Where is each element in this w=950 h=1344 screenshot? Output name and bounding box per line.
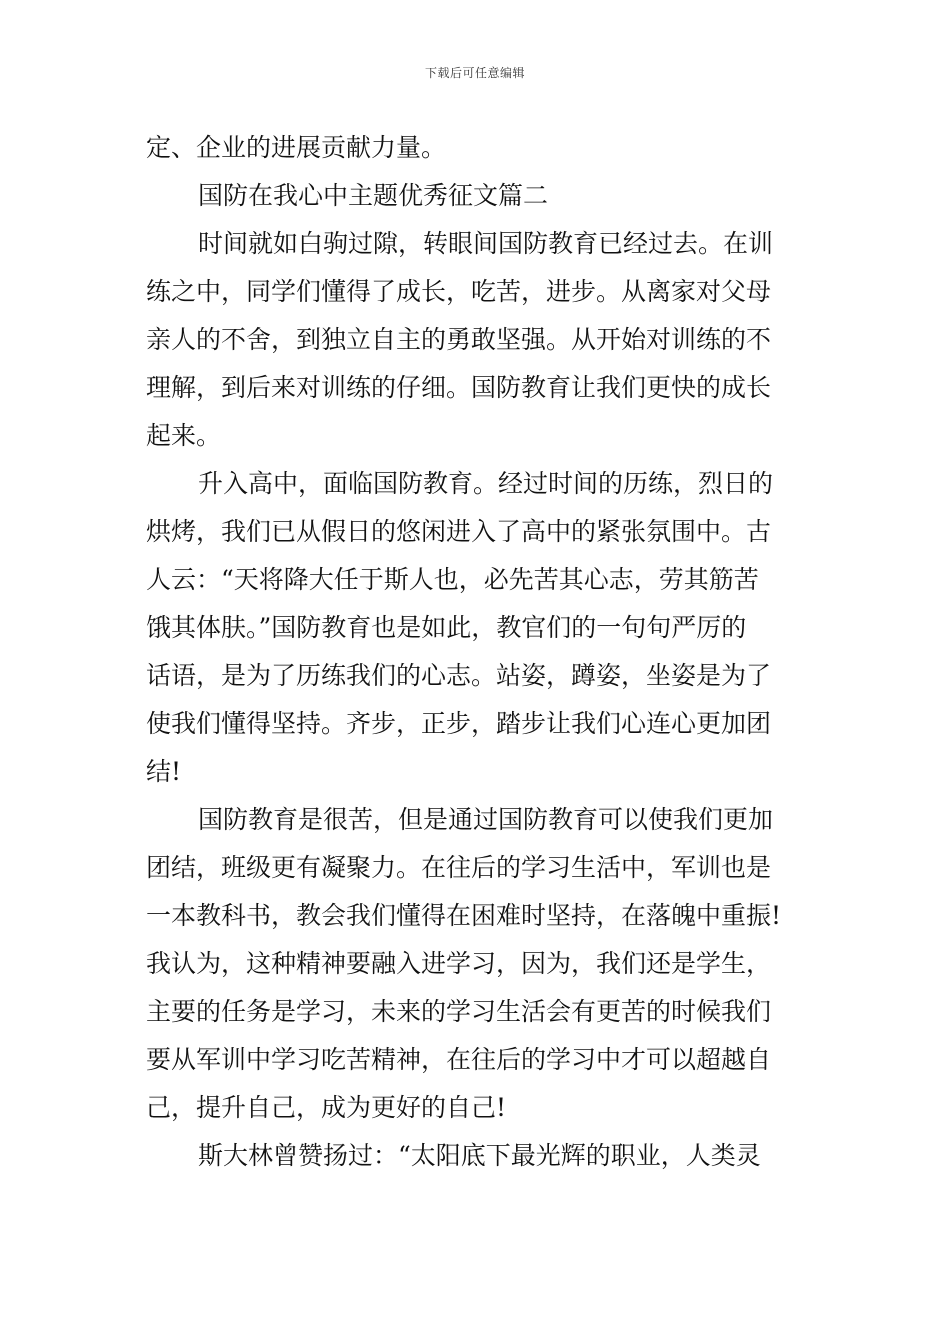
document-body <box>146 124 810 1180</box>
text-line: 团结，班级更有凝聚力。在往后的学习生活中，军训也是 <box>146 853 772 882</box>
text-line: 人云：“天将降大任于斯人也，必先苦其心志，劳其筋苦 <box>146 565 759 594</box>
page-header-note: 下载后可任意编辑 <box>424 66 525 80</box>
text-line: 亲人的不舍，到独立自主的勇敢坚强。从开始对训练的不 <box>146 325 772 354</box>
text-line: 饿其体肤。”国防教育也是如此，教官们的一句句严厉的 <box>146 613 747 642</box>
paragraph <box>146 220 810 460</box>
text-line: 使我们懂得坚持。齐步，正步，踏步让我们心连心更加团 <box>146 709 772 738</box>
text-line: 我认为，这种精神要融入进学习，因为，我们还是学生， <box>146 949 772 978</box>
section-title: 国防在我心中主题优秀征文篇二 <box>198 181 549 210</box>
text-line: 话语，是为了历练我们的心志。站姿，蹲姿，坐姿是为了 <box>146 661 772 690</box>
paragraph <box>146 796 810 1132</box>
paragraph <box>146 1132 810 1180</box>
text-line: 结! <box>146 757 182 786</box>
text-line: 国防教育是很苦，但是通过国防教育可以使我们更加 <box>198 805 774 834</box>
text-line: 时间就如白驹过隙，转眼间国防教育已经过去。在训 <box>198 229 774 258</box>
paragraph <box>146 460 810 796</box>
text-line: 练之中，同学们懂得了成长，吃苦，进步。从离家对父母 <box>146 277 772 306</box>
text-line: 己，提升自己，成为更好的自己! <box>146 1093 507 1122</box>
text-line: 主要的任务是学习，未来的学习生活会有更苦的时候我们 <box>146 997 772 1026</box>
text-line: 起来。 <box>146 421 222 450</box>
text-line: 理解，到后来对训练的仔细。国防教育让我们更快的成长 <box>146 373 772 402</box>
text-line: 一本教科书，教会我们懂得在困难时坚持，在落魄中重振! <box>146 901 782 930</box>
text-line: 定、企业的进展贡献力量。 <box>146 133 447 162</box>
section-heading <box>146 172 810 220</box>
text-line: 烘烤，我们已从假日的悠闲进入了高中的紧张氛围中。古 <box>146 517 772 546</box>
text-line: 斯大林曾赞扬过：“太阳底下最光辉的职业，人类灵 <box>198 1141 761 1170</box>
text-line: 要从军训中学习吃苦精神，在往后的学习中才可以超越自 <box>146 1045 772 1074</box>
paragraph-continuation <box>146 124 810 172</box>
text-line: 升入高中，面临国防教育。经过时间的历练，烈日的 <box>198 469 774 498</box>
